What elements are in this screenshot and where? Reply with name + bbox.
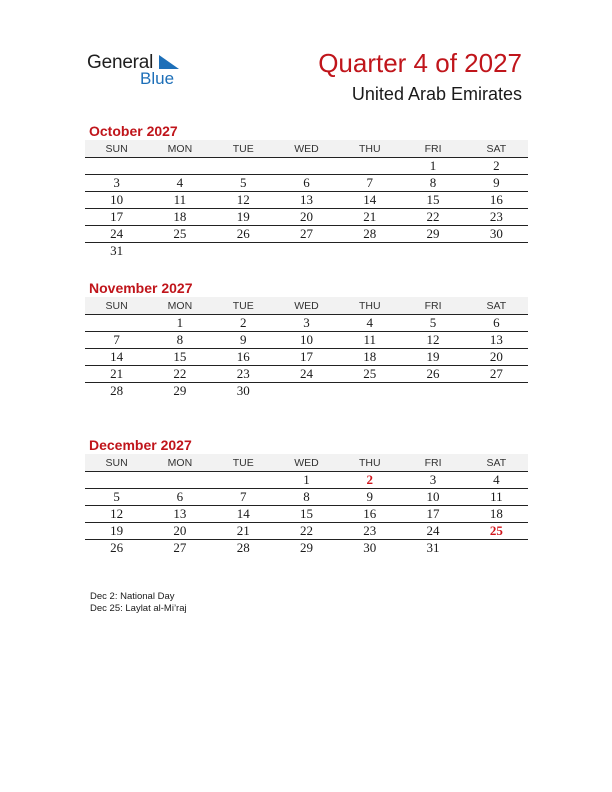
week-row xyxy=(85,540,528,557)
week-row xyxy=(85,243,528,260)
day-cell: 4 xyxy=(465,472,528,489)
weekday-header-row xyxy=(85,140,528,158)
day-cell: 2 xyxy=(338,472,401,489)
day-cell: 25 xyxy=(338,366,401,383)
weekday-header: SAT xyxy=(465,297,528,315)
weekday-header: FRI xyxy=(401,454,464,472)
weekday-header: THU xyxy=(338,454,401,472)
holiday-note: Dec 2: National Day xyxy=(90,591,175,602)
weekday-header: FRI xyxy=(401,297,464,315)
day-cell: 1 xyxy=(401,158,464,175)
day-cell: 29 xyxy=(173,383,187,398)
generalblue-logo xyxy=(87,52,187,92)
month-december xyxy=(85,436,528,556)
day-cell xyxy=(148,243,211,260)
country-subtitle: United Arab Emirates xyxy=(351,84,522,104)
day-cell: 3 xyxy=(275,315,338,332)
day-cell: 24 xyxy=(85,226,148,243)
week-row xyxy=(85,523,528,540)
weekday-header: MON xyxy=(148,454,211,472)
weekday-header: THU xyxy=(338,297,401,315)
week-row xyxy=(85,158,528,175)
day-cell: 14 xyxy=(212,506,275,523)
day-cell: 14 xyxy=(338,192,401,209)
week-row xyxy=(85,209,528,226)
weekday-header: MON xyxy=(148,297,211,315)
day-cell: 19 xyxy=(212,209,275,226)
day-cell: 7 xyxy=(338,175,401,192)
weekday-header: SUN xyxy=(85,454,148,472)
day-cell xyxy=(465,540,528,557)
weekday-header: SUN xyxy=(85,140,148,158)
day-cell: 20 xyxy=(465,349,528,366)
day-cell: 19 xyxy=(85,523,148,540)
day-cell xyxy=(275,243,338,260)
day-cell: 3 xyxy=(85,175,148,192)
day-cell: 20 xyxy=(275,209,338,226)
day-cell: 11 xyxy=(465,489,528,506)
day-cell: 23 xyxy=(465,209,528,226)
day-cell: 28 xyxy=(110,383,124,398)
day-cell xyxy=(148,472,211,489)
day-cell xyxy=(275,158,338,175)
week-row xyxy=(85,332,528,349)
day-cell: 17 xyxy=(401,506,464,523)
day-cell: 11 xyxy=(148,192,211,209)
week-row xyxy=(85,366,528,383)
day-cell: 2 xyxy=(465,158,528,175)
day-cell: 12 xyxy=(212,192,275,209)
day-cell: 17 xyxy=(275,349,338,366)
day-cell: 4 xyxy=(148,175,211,192)
day-cell: 12 xyxy=(85,506,148,523)
day-cell: 15 xyxy=(148,349,211,366)
day-cell: 8 xyxy=(401,175,464,192)
day-cell: 24 xyxy=(275,366,338,383)
day-cell: 15 xyxy=(401,192,464,209)
day-cell: 11 xyxy=(338,332,401,349)
day-cell: 18 xyxy=(465,506,528,523)
weekday-header: SAT xyxy=(465,140,528,158)
month-name: October 2027 xyxy=(89,123,178,139)
day-cell: 23 xyxy=(338,523,401,540)
day-cell: 13 xyxy=(465,332,528,349)
week-row xyxy=(85,383,528,400)
month-name: December 2027 xyxy=(89,437,192,453)
day-cell: 29 xyxy=(401,226,464,243)
day-cell: 14 xyxy=(85,349,148,366)
day-cell xyxy=(338,158,401,175)
day-cell: 27 xyxy=(173,540,187,555)
day-cell: 19 xyxy=(401,349,464,366)
calendar-grid xyxy=(85,297,528,399)
day-cell: 16 xyxy=(212,349,275,366)
day-cell: 9 xyxy=(212,332,275,349)
day-cell: 5 xyxy=(212,175,275,192)
month-november xyxy=(85,279,528,399)
day-cell: 9 xyxy=(465,175,528,192)
calendar-grid xyxy=(85,454,528,556)
day-cell xyxy=(401,243,464,260)
day-cell: 13 xyxy=(148,506,211,523)
day-cell: 17 xyxy=(85,209,148,226)
day-cell: 30 xyxy=(236,383,250,398)
weekday-header: TUE xyxy=(212,140,275,158)
week-row xyxy=(85,226,528,243)
logo-triangle-icon xyxy=(159,55,179,69)
day-cell: 2 xyxy=(212,315,275,332)
holiday-note: Dec 25: Laylat al-Mi’raj xyxy=(90,603,187,614)
weekday-header: SAT xyxy=(465,454,528,472)
day-cell: 13 xyxy=(275,192,338,209)
week-row xyxy=(85,175,528,192)
day-cell: 5 xyxy=(85,489,148,506)
week-row xyxy=(85,472,528,489)
day-cell: 10 xyxy=(401,489,464,506)
logo-text-blue: Blue xyxy=(140,69,175,88)
weekday-header: WED xyxy=(275,140,338,158)
day-cell xyxy=(85,315,148,332)
page-title: Quarter 4 of 2027 xyxy=(318,48,522,78)
day-cell: 27 xyxy=(275,226,338,243)
day-cell: 10 xyxy=(275,332,338,349)
day-cell: 6 xyxy=(275,175,338,192)
weekday-header-row xyxy=(85,297,528,315)
day-cell: 7 xyxy=(85,332,148,349)
day-cell xyxy=(212,472,275,489)
day-cell: 22 xyxy=(148,366,211,383)
day-cell xyxy=(275,383,338,400)
holiday-notes xyxy=(90,591,187,615)
day-cell xyxy=(212,158,275,175)
weekday-header: THU xyxy=(338,140,401,158)
day-cell xyxy=(465,243,528,260)
calendar-grid xyxy=(85,140,528,259)
day-cell: 6 xyxy=(465,315,528,332)
day-cell: 25 xyxy=(148,226,211,243)
week-row xyxy=(85,506,528,523)
day-cell: 22 xyxy=(401,209,464,226)
day-cell: 26 xyxy=(401,366,464,383)
day-cell: 26 xyxy=(110,540,124,555)
day-cell: 18 xyxy=(338,349,401,366)
day-cell xyxy=(338,383,401,400)
week-row xyxy=(85,192,528,209)
month-name: November 2027 xyxy=(89,280,193,296)
day-cell xyxy=(85,158,148,175)
day-cell: 1 xyxy=(148,315,211,332)
day-cell: 12 xyxy=(401,332,464,349)
day-cell xyxy=(338,243,401,260)
weekday-header: MON xyxy=(148,140,211,158)
day-cell: 21 xyxy=(85,366,148,383)
logo-text-general: General xyxy=(87,52,154,73)
day-cell: 16 xyxy=(465,192,528,209)
month-october xyxy=(85,122,528,259)
weekday-header: SUN xyxy=(85,297,148,315)
day-cell: 24 xyxy=(401,523,464,540)
day-cell xyxy=(85,472,148,489)
day-cell: 8 xyxy=(148,332,211,349)
day-cell: 15 xyxy=(275,506,338,523)
day-cell: 5 xyxy=(401,315,464,332)
day-cell: 29 xyxy=(299,540,313,555)
day-cell: 31 xyxy=(110,243,124,258)
day-cell: 28 xyxy=(338,226,401,243)
day-cell: 20 xyxy=(148,523,211,540)
day-cell: 18 xyxy=(148,209,211,226)
day-cell: 16 xyxy=(338,506,401,523)
week-row xyxy=(85,349,528,366)
weekday-header: TUE xyxy=(212,297,275,315)
day-cell: 28 xyxy=(236,540,250,555)
day-cell: 9 xyxy=(338,489,401,506)
day-cell: 23 xyxy=(212,366,275,383)
day-cell: 30 xyxy=(465,226,528,243)
day-cell xyxy=(212,243,275,260)
day-cell: 31 xyxy=(426,540,440,555)
day-cell: 7 xyxy=(212,489,275,506)
day-cell: 4 xyxy=(338,315,401,332)
day-cell: 21 xyxy=(212,523,275,540)
day-cell xyxy=(401,383,464,400)
day-cell: 26 xyxy=(212,226,275,243)
day-cell: 30 xyxy=(363,540,377,555)
day-cell xyxy=(148,158,211,175)
weekday-header: WED xyxy=(275,454,338,472)
day-cell: 22 xyxy=(275,523,338,540)
week-row xyxy=(85,315,528,332)
day-cell: 10 xyxy=(85,192,148,209)
day-cell: 25 xyxy=(465,523,528,540)
day-cell: 8 xyxy=(275,489,338,506)
weekday-header: FRI xyxy=(401,140,464,158)
day-cell xyxy=(465,383,528,400)
day-cell: 3 xyxy=(401,472,464,489)
weekday-header: TUE xyxy=(212,454,275,472)
week-row xyxy=(85,489,528,506)
day-cell: 27 xyxy=(465,366,528,383)
day-cell: 1 xyxy=(275,472,338,489)
day-cell: 6 xyxy=(148,489,211,506)
weekday-header: WED xyxy=(275,297,338,315)
day-cell: 21 xyxy=(338,209,401,226)
weekday-header-row xyxy=(85,454,528,472)
